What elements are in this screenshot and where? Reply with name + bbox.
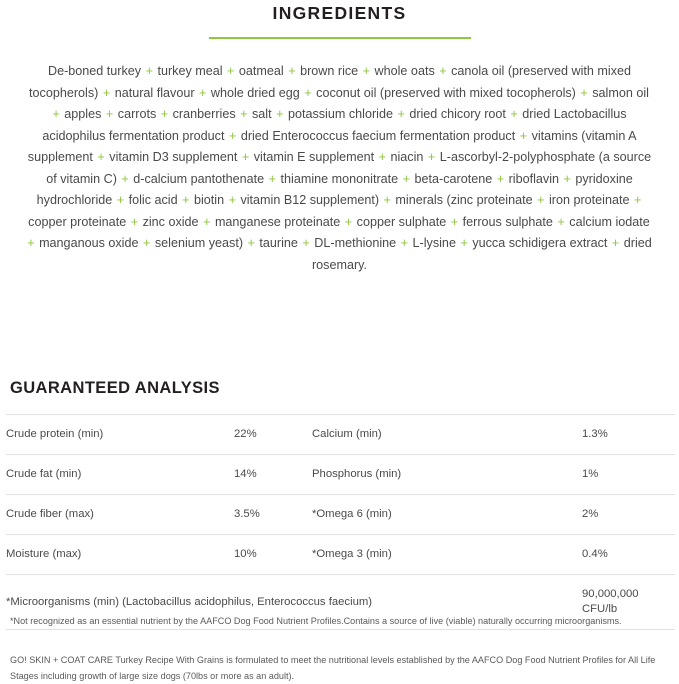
ingredient-separator-plus-icon: +: [447, 214, 462, 229]
ingredient-item: niacin: [390, 150, 424, 164]
ingredient-separator-plus-icon: +: [341, 214, 356, 229]
nutrient-value: 22%: [234, 415, 312, 455]
nutrient-label: Crude fiber (max): [6, 495, 234, 535]
ingredient-separator-plus-icon: +: [244, 236, 259, 250]
ingredient-separator-plus-icon: +: [300, 85, 316, 100]
ingredient-separator-plus-icon: +: [576, 85, 592, 100]
nutrient-value: 0.4%: [582, 535, 675, 575]
ingredient-item: calcium iodate: [569, 214, 650, 229]
ingredient-item: copper sulphate: [356, 214, 447, 229]
ingredient-separator-plus-icon: +: [630, 193, 642, 207]
ingredient-separator-plus-icon: +: [493, 171, 508, 186]
ingredient-item: dried chicory root: [409, 107, 506, 121]
nutrient-value: 1%: [582, 455, 675, 495]
ingredient-item: vitamin B12 supplement): [240, 193, 380, 207]
ingredient-item: L-ascorbyl-2-polyphosphate (a source of vitamin C): [46, 150, 652, 186]
nutrient-label: Calcium (min): [312, 415, 582, 455]
ingredient-separator-plus-icon: +: [393, 107, 409, 121]
ingredient-separator-plus-icon: +: [195, 85, 210, 100]
ingredient-item: minerals (zinc proteinate: [395, 193, 533, 207]
ingredient-separator-plus-icon: +: [142, 64, 157, 78]
ingredient-separator-plus-icon: +: [456, 236, 472, 250]
ingredient-separator-plus-icon: +: [225, 128, 240, 143]
ingredient-item: natural flavour: [114, 85, 195, 100]
ingredient-separator-plus-icon: +: [284, 64, 300, 78]
ingredient-separator-plus-icon: +: [298, 236, 314, 250]
ingredient-item: vitamin E supplement: [253, 150, 375, 164]
microorganisms-label: *Microorganisms (min) (Lactobacillus acidophilus, Enterococcus faecium): [6, 575, 582, 630]
ingredient-item: pyridoxine hydrochloride: [36, 171, 633, 207]
ingredient-separator-plus-icon: +: [516, 128, 531, 143]
guaranteed-analysis-section: [0, 378, 679, 630]
ingredient-separator-plus-icon: +: [359, 64, 374, 78]
ingredients-list: [24, 61, 655, 276]
ingredient-separator-plus-icon: +: [236, 107, 251, 121]
ingredient-separator-plus-icon: +: [27, 236, 39, 250]
nutrient-value: 2%: [582, 495, 675, 535]
guaranteed-analysis-table: [6, 414, 675, 630]
ingredient-item: De-boned turkey: [47, 64, 142, 78]
ingredient-item: thiamine mononitrate: [280, 171, 399, 186]
ingredient-item: ferrous sulphate: [462, 214, 553, 229]
nutrient-label: *Omega 6 (min): [312, 495, 582, 535]
ingredient-item: oatmeal: [238, 64, 284, 78]
ingredient-item: zinc oxide: [142, 214, 199, 229]
ingredient-item: beta-carotene: [414, 171, 493, 186]
ingredient-separator-plus-icon: +: [178, 193, 193, 207]
ingredient-separator-plus-icon: +: [117, 171, 133, 186]
ingredient-item: manganous oxide: [39, 236, 139, 250]
ingredient-item: L-lysine: [412, 236, 456, 250]
ingredients-heading: INGREDIENTS: [272, 3, 407, 23]
nutrient-label: Crude protein (min): [6, 415, 234, 455]
ingredient-item: dried Enterococcus faecium fermentation product: [240, 128, 516, 143]
nutrient-value: 3.5%: [234, 495, 312, 535]
ingredient-separator-plus-icon: +: [506, 107, 522, 121]
ingredient-item: riboflavin: [508, 171, 559, 186]
ingredient-item: biotin: [193, 193, 225, 207]
nutrient-label: *Omega 3 (min): [312, 535, 582, 575]
ingredient-separator-plus-icon: +: [157, 107, 172, 121]
ingredient-separator-plus-icon: +: [52, 107, 64, 121]
ingredient-item: turkey meal: [157, 64, 223, 78]
ingredient-separator-plus-icon: +: [435, 64, 451, 78]
ingredient-separator-plus-icon: +: [560, 171, 575, 186]
ingredient-separator-plus-icon: +: [223, 64, 238, 78]
ingredient-item: coconut oil (preserved with mixed tocopherols): [316, 85, 576, 100]
ingredient-separator-plus-icon: +: [397, 236, 412, 250]
ingredient-item: yucca schidigera extract: [472, 236, 608, 250]
ingredient-separator-plus-icon: +: [113, 193, 128, 207]
ingredient-separator-plus-icon: +: [553, 214, 569, 229]
ingredient-item: salmon oil: [592, 85, 649, 100]
nutrient-label: Moisture (max): [6, 535, 234, 575]
ingredient-item: whole oats: [374, 64, 435, 78]
ingredient-separator-plus-icon: +: [225, 193, 240, 207]
ingredient-item: brown rice: [300, 64, 359, 78]
ingredient-separator-plus-icon: +: [272, 107, 287, 121]
footnote-asterisk: *Not recognized as an essential nutrient by the AAFCO Dog Food Nutrient Profiles.Contains a source of live (viable) naturally occurring microorganisms.: [10, 616, 622, 626]
nutrient-label: Phosphorus (min): [312, 455, 582, 495]
ingredient-item: folic acid: [128, 193, 178, 207]
ingredient-separator-plus-icon: +: [375, 150, 390, 164]
nutrient-value: 1.3%: [582, 415, 675, 455]
ingredient-item: canola oil (preserved with mixed tocopherols): [29, 64, 632, 100]
table-row: [6, 535, 675, 575]
ingredient-item: manganese proteinate: [214, 214, 341, 229]
ingredient-item: DL-methionine: [314, 236, 397, 250]
ingredient-separator-plus-icon: +: [424, 150, 439, 164]
ingredient-item: vitamins (vitamin A supplement: [27, 128, 637, 164]
ingredient-item: taurine: [259, 236, 298, 250]
ingredient-separator-plus-icon: +: [399, 171, 414, 186]
table-row: [6, 455, 675, 495]
microorganisms-value: 90,000,000 CFU/lb: [582, 575, 675, 630]
ingredient-item: cranberries: [172, 107, 236, 121]
footnote-aafco-statement: GO! SKIN + COAT CARE Turkey Recipe With Grains is formulated to meet the nutritional levels established by the AAFCO Dog Food Nutrient Profiles for All Life Stages including growth of large size dogs (70lbs or more as an adult).: [10, 655, 656, 681]
ingredient-separator-plus-icon: +: [199, 214, 214, 229]
ingredient-separator-plus-icon: +: [380, 193, 395, 207]
ingredient-separator-plus-icon: +: [93, 150, 109, 164]
heading-underline-rule: [209, 37, 471, 39]
ingredient-item: salt: [251, 107, 272, 121]
ingredient-item: dried rosemary.: [311, 236, 652, 272]
ingredient-item: potassium chloride: [287, 107, 393, 121]
table-row: [6, 495, 675, 535]
guaranteed-analysis-heading: GUARANTEED ANALYSIS: [10, 379, 220, 397]
table-row: [6, 415, 675, 455]
guaranteed-analysis-table-body: [6, 415, 675, 630]
nutrient-label: Crude fat (min): [6, 455, 234, 495]
ingredient-separator-plus-icon: +: [608, 236, 623, 250]
ingredient-separator-plus-icon: +: [238, 150, 253, 164]
ingredient-item: carrots: [117, 107, 157, 121]
ingredient-separator-plus-icon: +: [99, 85, 114, 100]
ingredient-item: selenium yeast): [154, 236, 244, 250]
ingredient-item: iron proteinate: [548, 193, 630, 207]
ingredient-separator-plus-icon: +: [533, 193, 548, 207]
ingredient-item: dried Lactobacillus acidophilus fermentation product: [42, 107, 627, 143]
nutrient-value: 10%: [234, 535, 312, 575]
ingredient-item: vitamin D3 supplement: [109, 150, 238, 164]
ingredient-item: whole dried egg: [210, 85, 300, 100]
ingredient-item: d-calcium pantothenate: [133, 171, 265, 186]
ingredient-separator-plus-icon: +: [265, 171, 280, 186]
ingredients-section: [0, 0, 679, 276]
footnotes-section: [0, 614, 679, 684]
ingredient-separator-plus-icon: +: [139, 236, 154, 250]
ingredient-item: apples: [64, 107, 102, 121]
nutrient-value: 14%: [234, 455, 312, 495]
ingredient-item: copper proteinate: [28, 214, 127, 229]
ingredient-separator-plus-icon: +: [102, 107, 117, 121]
ingredient-separator-plus-icon: +: [127, 214, 142, 229]
